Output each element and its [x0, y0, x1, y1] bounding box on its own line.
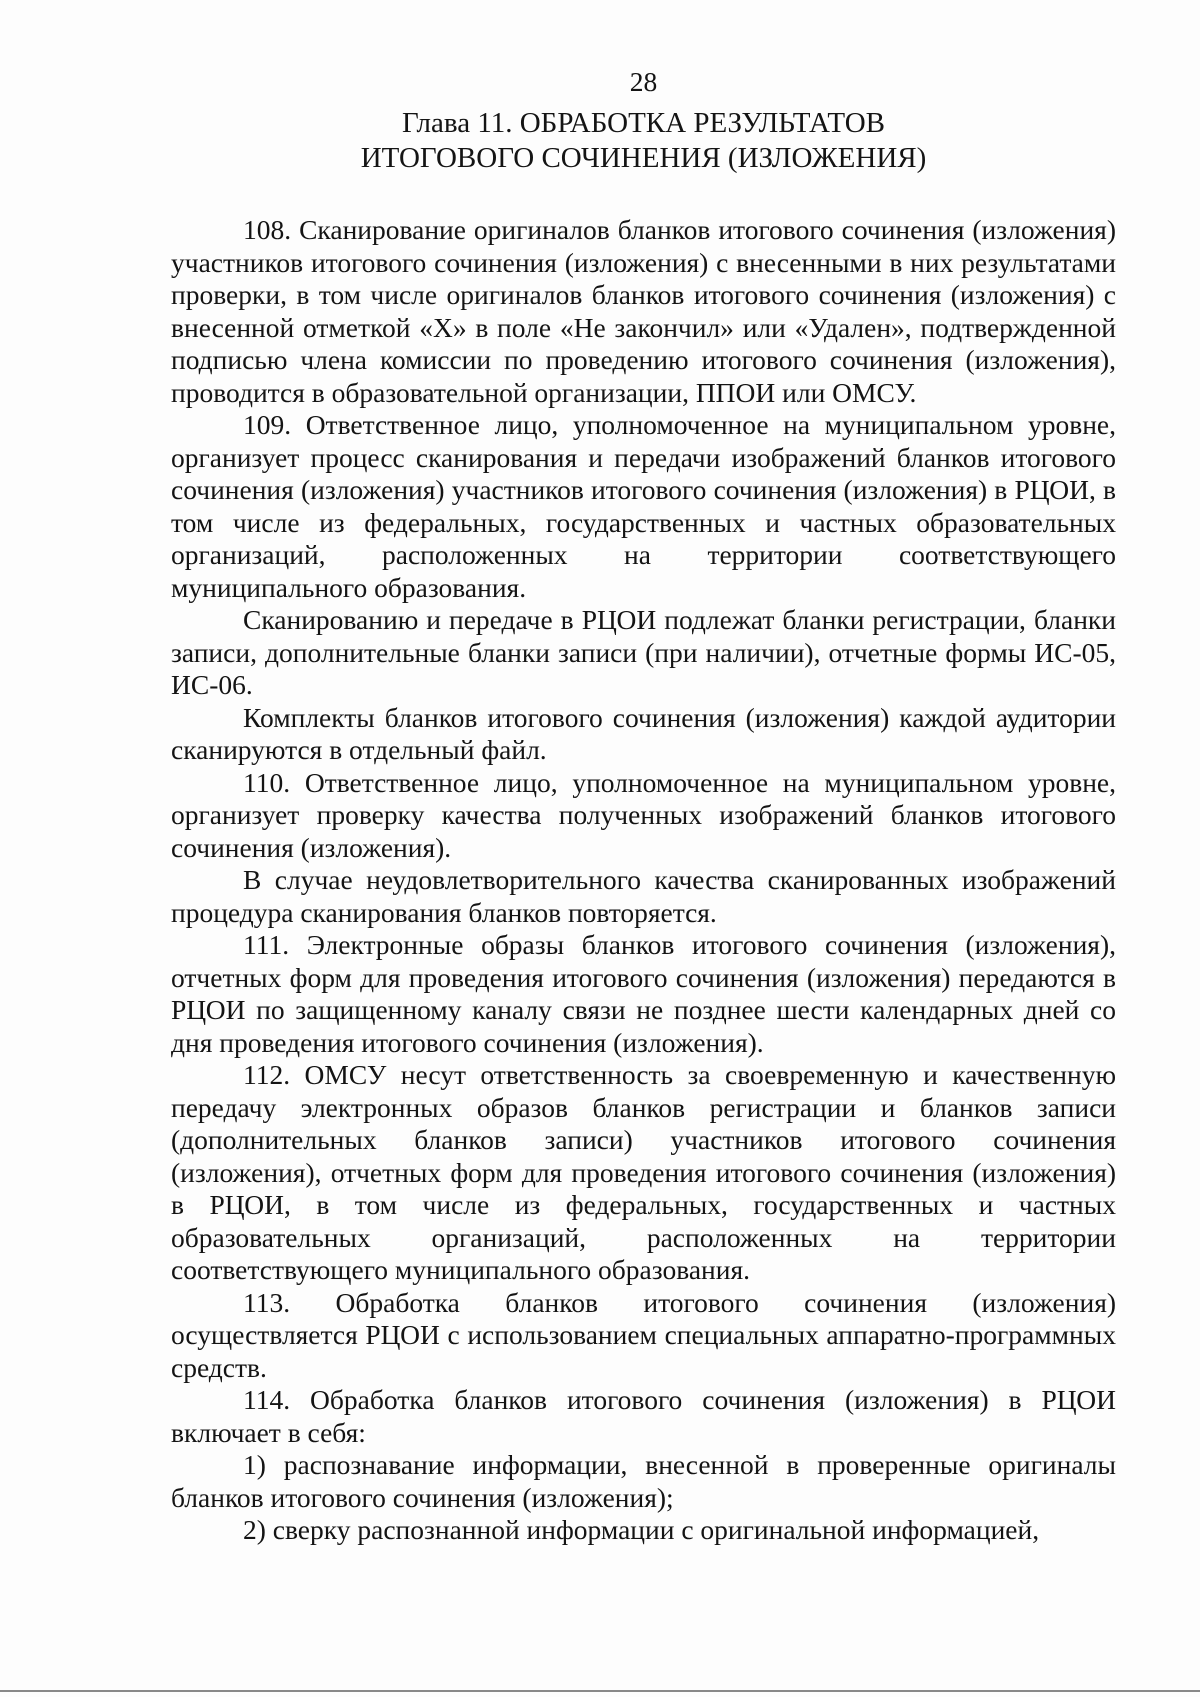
paragraph-110-repeat: В случае неудовлетворительного качества сканированных изображений процедура сканирования бланков повторяется. — [171, 864, 1116, 928]
page-number: 28 — [629, 66, 658, 97]
paragraph-109-scanning: Сканированию и передаче в РЦОИ подлежат бланки регистрации, бланки записи, дополнительные бланки записи (при наличии), отчетные формы ИС-05, ИС-06. — [171, 604, 1116, 700]
paragraph-112: 112. ОМСУ несут ответственность за своевременную и качественную передачу электронных образов бланков регистрации и бланков записи (дополнительных бланков записи) участников итогового сочинения (изложения), отчетных форм для проведения итогового сочинения (изложения) в РЦОИ, в том числе из федеральных, государственных и частных образовательных организаций, расположенных на территории соответствующего муниципального образования. — [171, 1059, 1116, 1285]
paragraph-111: 111. Электронные образы бланков итогового сочинения (изложения), отчетных форм для проведения итогового сочинения (изложения) передаются в РЦОИ по защищенному каналу связи не позднее шести календарных дней со дня проведения итогового сочинения (изложения). — [171, 929, 1116, 1058]
list-item-2: 2) сверку распознанной информации с оригинальной информацией, — [243, 1514, 1040, 1545]
paragraph-108: 108. Сканирование оригиналов бланков итогового сочинения (изложения) участников итогового сочинения (изложения) с внесенными в них результатами проверки, в том числе оригиналов бланков итогового сочинения (изложения) с внесенной отметкой «Х» в поле «Не закончил» или «Удален», подтвержденной подписью члена комиссии по проведению итогового сочинения (изложения), проводится в образовательной организации, ППОИ или ОМСУ. — [171, 214, 1116, 408]
chapter-title — [171, 106, 1116, 176]
page-content — [171, 66, 1116, 1547]
chapter-title-line-2: ИТОГОВОГО СОЧИНЕНИЯ (ИЗЛОЖЕНИЯ) — [360, 142, 927, 174]
paragraph-113: 113. Обработка бланков итогового сочинения (изложения) осуществляется РЦОИ с использованием специальных аппаратно-программных средств. — [171, 1286, 1116, 1383]
page-bottom-edge — [0, 1690, 1200, 1692]
list-item-1: 1) распознавание информации, внесенной в проверенные оригиналы бланков итогового сочинения (изложения); — [171, 1449, 1116, 1513]
paragraph-110: 110. Ответственное лицо, уполномоченное на муниципальном уровне, организует проверку качества полученных изображений бланков итогового сочинения (изложения). — [171, 766, 1116, 863]
paragraph-109-sets: Комплекты бланков итогового сочинения (изложения) каждой аудитории сканируются в отдельный файл. — [171, 701, 1116, 765]
chapter-title-line-1: Глава 11. ОБРАБОТКА РЕЗУЛЬТАТОВ — [401, 107, 886, 139]
paragraph-114: 114. Обработка бланков итогового сочинения (изложения) в РЦОИ включает в себя: — [171, 1384, 1116, 1448]
paragraph-109: 109. Ответственное лицо, уполномоченное на муниципальном уровне, организует процесс сканирования и передачи изображений бланков итогового сочинения (изложения) участников итогового сочинения (изложения) в РЦОИ, в том числе из федеральных, государственных и частных образовательных организаций, расположенных на территории соответствующего муниципального образования. — [171, 409, 1116, 603]
